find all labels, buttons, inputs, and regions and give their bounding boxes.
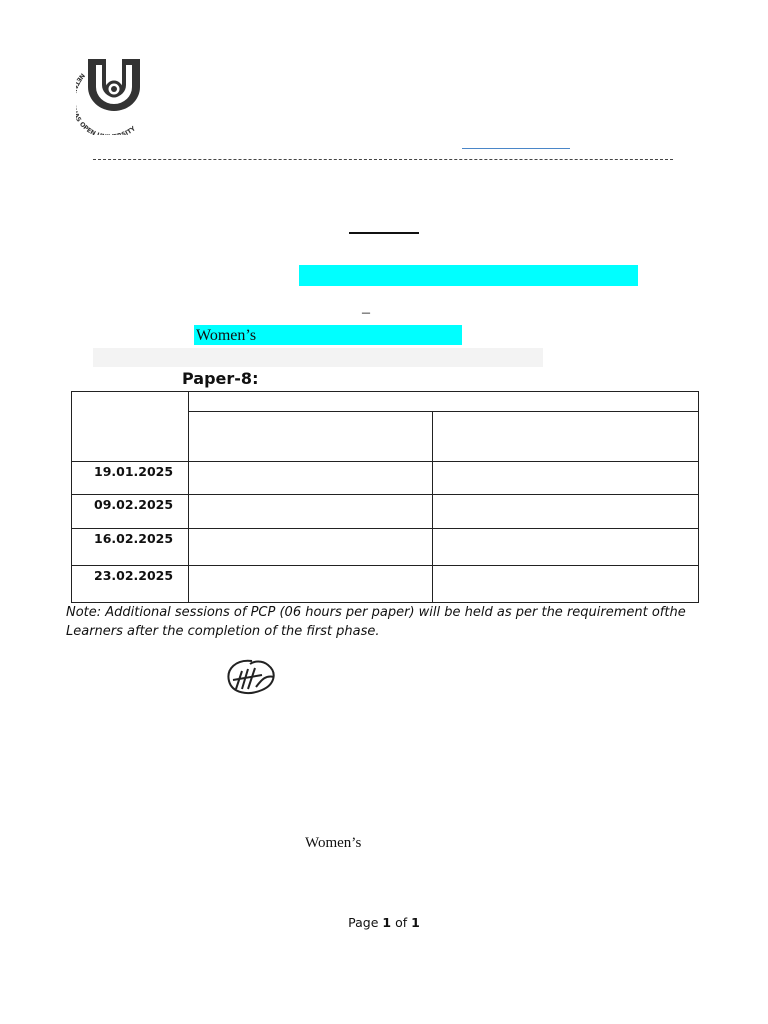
table-cell [432, 565, 699, 603]
header-dashed-rule [93, 159, 673, 160]
university-logo [76, 55, 156, 135]
session-date: 09.02.2025 [94, 497, 174, 512]
page-current: 1 [382, 915, 392, 930]
table-cell [432, 461, 699, 495]
page-word: Page [348, 915, 379, 930]
highlight-bar [299, 265, 638, 286]
header-cell-date [71, 391, 189, 462]
shaded-bar [93, 348, 543, 367]
header-cell-col1 [188, 411, 433, 462]
table-row-date-cell [71, 461, 189, 495]
header-cell-span [188, 391, 699, 412]
dash-mark: – [362, 304, 370, 321]
womens-heading: Women’s [196, 327, 257, 344]
schedule-table [71, 391, 699, 603]
session-date: 19.01.2025 [94, 464, 174, 479]
table-cell [188, 565, 433, 603]
table-row-date-cell [71, 528, 189, 566]
table-row-date-cell [71, 494, 189, 529]
link-underline[interactable] [462, 148, 570, 149]
table-row-date-cell [71, 565, 189, 603]
svg-text:NETAJI SUBHAS OPEN UNIVERSITY: N OPEN SITY [77, 71, 138, 135]
title-underline [349, 232, 419, 234]
table-cell [432, 528, 699, 566]
page-total: 1 [411, 915, 420, 930]
table-cell [188, 461, 433, 495]
session-date: 23.02.2025 [94, 568, 174, 583]
session-date: 16.02.2025 [94, 531, 174, 546]
page-footer [0, 915, 768, 930]
of-word: of [395, 915, 408, 930]
womens-label: Women’s [305, 835, 362, 851]
table-cell [432, 494, 699, 529]
header-cell-col2 [432, 411, 699, 462]
table-cell [188, 528, 433, 566]
note-text: Note: Additional sessions of PCP (06 hours per paper) will be held as per the requirement ofthe Learners after the completion of the first phase. [66, 605, 686, 639]
signature [222, 655, 282, 700]
table-cell [188, 494, 433, 529]
paper-title: Paper-8: [182, 369, 259, 388]
